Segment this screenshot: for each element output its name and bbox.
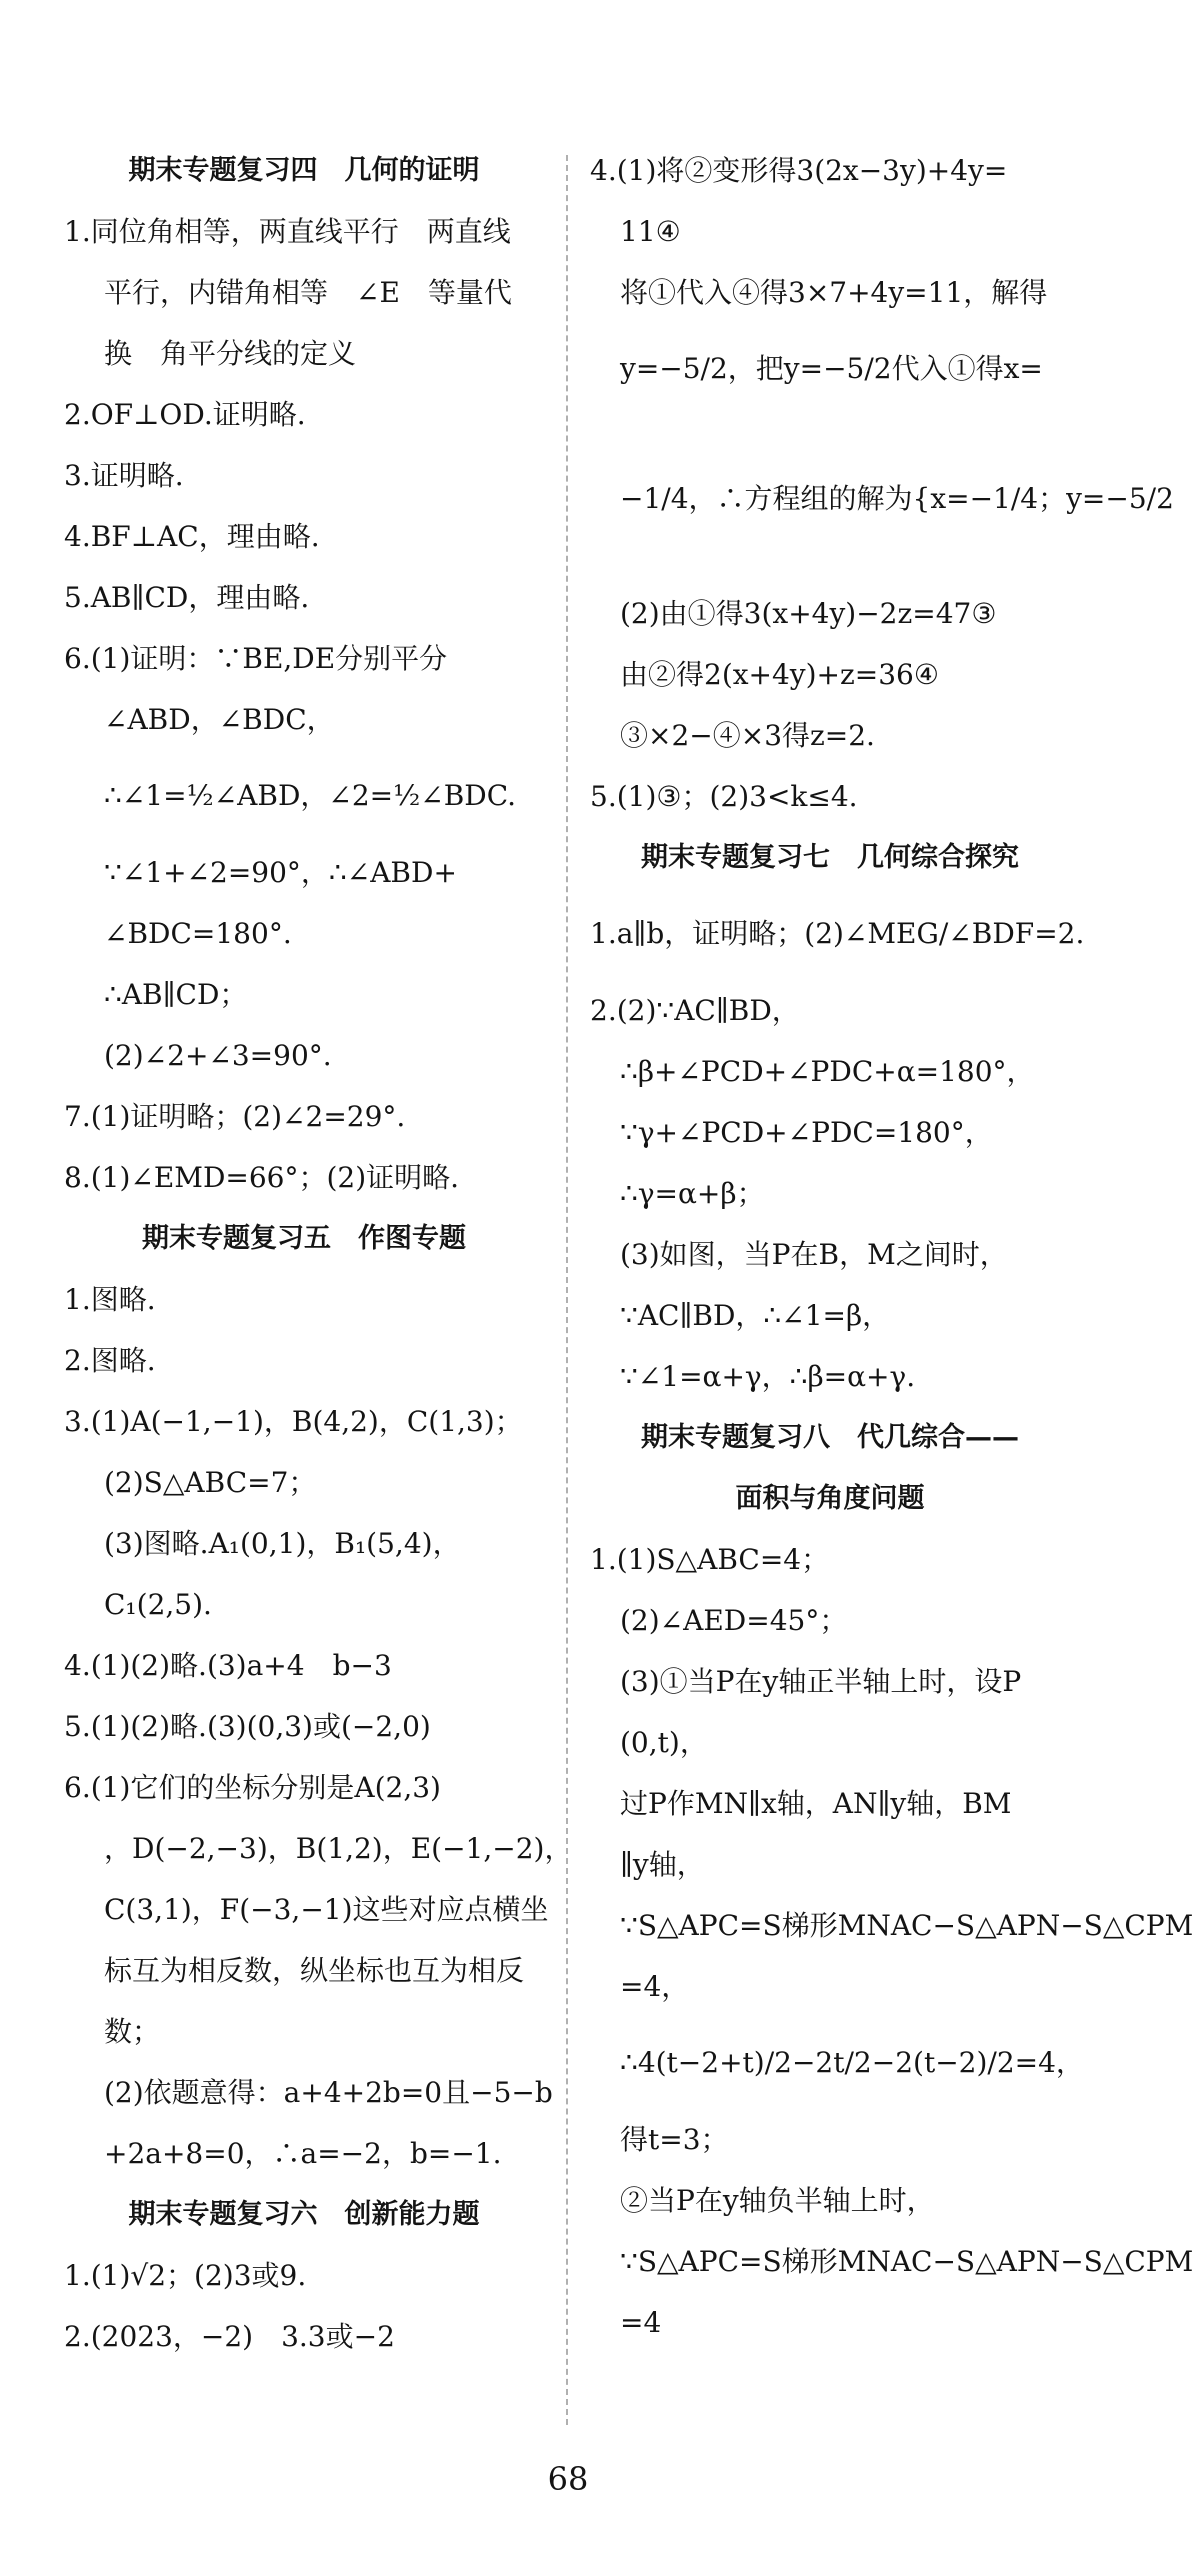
text-line: 2.(2)∵AC∥BD，: [590, 994, 800, 1027]
text-line: ③×2−④×3得z=2.: [620, 719, 875, 752]
text-line: 得t=3；: [620, 2123, 729, 2156]
left-column: [64, 140, 573, 2367]
text-line: ∴γ=α+β；: [620, 1177, 765, 1210]
text-line: ∠ABD，∠BDC，: [104, 703, 335, 736]
text-line: 2.(2023，−2) 3.3或−2: [64, 2320, 395, 2353]
text-line: 6.(1)证明：∵BE,DE分别平分: [64, 642, 448, 675]
text-line: 数；: [104, 2015, 161, 2048]
section-title: 期末专题复习六 创新能力题: [128, 2199, 480, 2230]
text-line: 7.(1)证明略；(2)∠2=29°.: [64, 1100, 406, 1133]
text-line: 5.(1)③；(2)3<k≤4.: [590, 780, 858, 813]
text-line: =4: [620, 2306, 662, 2339]
text-line: 过P作MN∥x轴，AN∥y轴，BM: [620, 1787, 1012, 1820]
text-line: ∵∠1+∠2=90°，∴∠ABD+: [104, 856, 457, 889]
text-line: (3)如图，当P在B，M之间时，: [620, 1238, 1008, 1271]
text-line: C₁(2,5).: [104, 1588, 212, 1621]
text-line: 3.证明略.: [64, 459, 184, 492]
text-line: =4，: [620, 1970, 690, 2003]
text-line: ∴∠1=½∠ABD，∠2=½∠BDC.: [104, 779, 517, 812]
right-column: [590, 140, 1193, 2353]
text-line: 11④: [620, 215, 681, 248]
text-line: ，D(−2,−3)，B(1,2)，E(−1,−2)，: [104, 1832, 573, 1865]
text-line: 由②得2(x+4y)+z=36④: [620, 658, 939, 691]
text-line: (0,t)，: [620, 1726, 708, 1759]
text-line: ∥y轴，: [620, 1848, 705, 1881]
text-line: (3)图略.A₁(0,1)，B₁(5,4)，: [104, 1527, 461, 1560]
text-line: 1.a∥b，证明略；(2)∠MEG/∠BDF=2.: [590, 917, 1085, 950]
text-line: ②当P在y轴负半轴上时，: [620, 2184, 935, 2217]
text-line: ∵∠1=α+γ，∴β=α+γ.: [620, 1360, 916, 1393]
section-title: 期末专题复习四 几何的证明: [128, 155, 480, 186]
text-line: −1/4，∴方程组的解为{x=−1/4；y=−5/2: [620, 482, 1174, 515]
text-line: ∵S△APC=S梯形MNAC−S△APN−S△CPM: [620, 1909, 1193, 1942]
text-line: 6.(1)它们的坐标分别是A(2,3): [64, 1771, 441, 1804]
text-line: 1.(1)S△ABC=4；: [590, 1543, 830, 1576]
text-line: 4.BF⊥AC，理由略.: [64, 520, 320, 553]
text-line: (2)∠AED=45°；: [620, 1604, 848, 1637]
text-line: ∴4(t−2+t)/2−2t/2−2(t−2)/2=4，: [620, 2046, 1084, 2079]
text-line: 4.(1)将②变形得3(2x−3y)+4y=: [590, 154, 1008, 187]
text-line: y=−5/2，把y=−5/2代入①得x=: [620, 352, 1043, 385]
section-title: 期末专题复习八 代几综合——: [641, 1422, 1019, 1453]
text-line: 4.(1)(2)略.(3)a+4 b−3: [64, 1649, 392, 1682]
text-line: (3)①当P在y轴正半轴上时，设P: [620, 1665, 1022, 1698]
text-line: (2)由①得3(x+4y)−2z=47③: [620, 597, 997, 630]
text-line: 8.(1)∠EMD=66°；(2)证明略.: [64, 1161, 460, 1194]
text-line: 3.(1)A(−1,−1)，B(4,2)，C(1,3)；: [64, 1405, 523, 1438]
text-line: +2a+8=0，∴a=−2，b=−1.: [104, 2137, 502, 2170]
text-line: (2)S△ABC=7；: [104, 1466, 317, 1499]
column-divider: [566, 155, 568, 2425]
text-line: ∴β+∠PCD+∠PDC+α=180°，: [620, 1055, 1035, 1088]
section-title: 期末专题复习七 几何综合探究: [641, 842, 1019, 873]
text-line: (2)∠2+∠3=90°.: [104, 1039, 332, 1072]
text-line: 1.图略.: [64, 1283, 156, 1316]
section-title: 面积与角度问题: [735, 1483, 925, 1514]
text-line: ∴AB∥CD；: [104, 978, 248, 1011]
text-line: (2)依题意得：a+4+2b=0且−5−b: [104, 2076, 553, 2109]
text-line: ∠BDC=180°.: [104, 917, 292, 950]
text-line: ∵S△APC=S梯形MNAC−S△APN−S△CPM: [620, 2245, 1193, 2278]
text-line: 平行，内错角相等 ∠E 等量代: [104, 276, 512, 309]
text-line: 5.AB∥CD，理由略.: [64, 581, 310, 614]
section-title: 期末专题复习五 作图专题: [142, 1223, 466, 1254]
text-line: C(3,1)，F(−3,−1)这些对应点横坐: [104, 1893, 549, 1926]
text-line: 5.(1)(2)略.(3)(0,3)或(−2,0): [64, 1710, 431, 1743]
text-line: ∵γ+∠PCD+∠PDC=180°，: [620, 1116, 993, 1149]
page-number: 68: [547, 2460, 589, 2498]
text-line: 换 角平分线的定义: [104, 337, 357, 370]
text-line: 2.OF⊥OD.证明略.: [64, 398, 306, 431]
text-line: 2.图略.: [64, 1344, 156, 1377]
text-line: 1.(1)√2；(2)3或9.: [64, 2259, 307, 2292]
text-line: 将①代入④得3×7+4y=11，解得: [620, 276, 1048, 309]
text-line: 1.同位角相等，两直线平行 两直线: [64, 215, 511, 248]
text-line: 标互为相反数，纵坐标也互为相反: [104, 1954, 525, 1987]
text-line: ∵AC∥BD，∴∠1=β，: [620, 1299, 891, 1332]
